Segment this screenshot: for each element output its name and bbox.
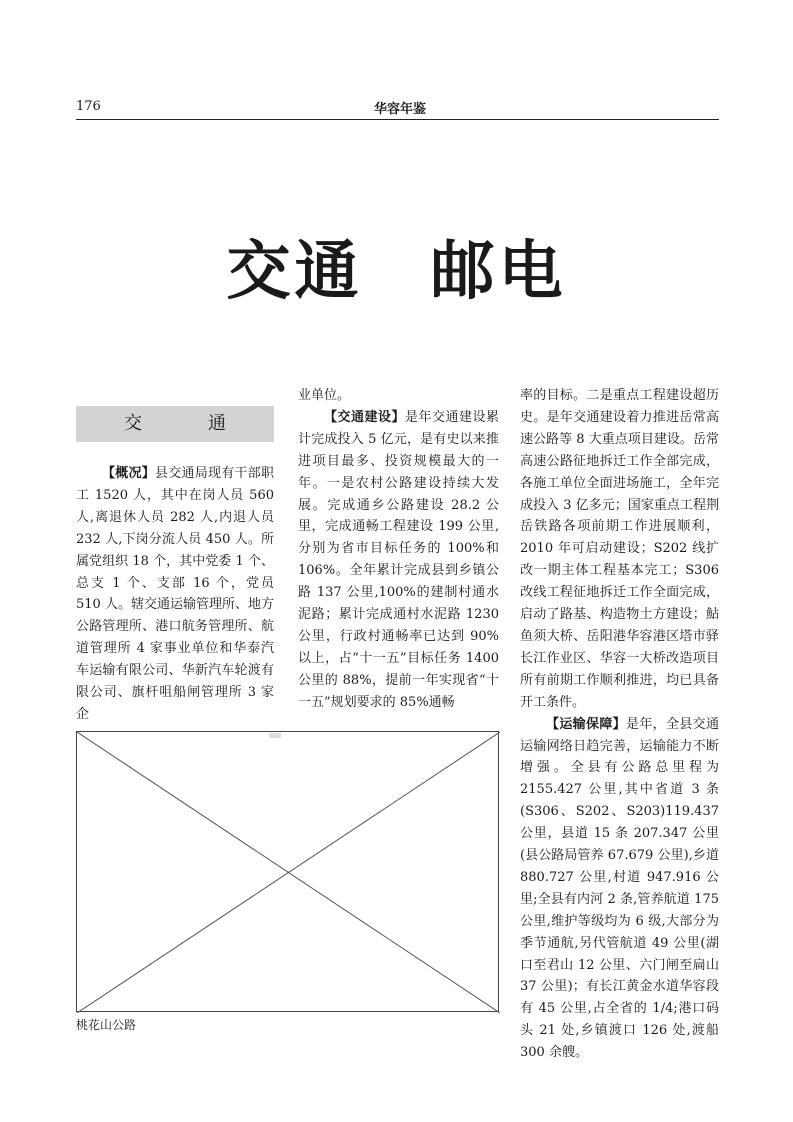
text-column-1 xyxy=(76,463,274,726)
section-banner xyxy=(76,406,274,442)
paragraph-transport xyxy=(520,714,719,1065)
page-number: 176 xyxy=(76,99,101,114)
image-marker xyxy=(269,733,281,738)
paragraph-text: 是年交通建设累计完成投入 5 亿元，是有史以来推进项目最多、投资规模最大的一年。一是农村公路建设持续大发展。完成通乡公路建设 28.2 公里，完成通畅工程建设 199 公里,分别为省市目标任务的 100%和 106%。全年累计完成县到乡镇公路 137 公里,100%的建制村通水泥路；累计完成通村水泥路 1230 公里，行政村通畅率已达到 90%以上，占“十一五”目标任务 1400 公里的 88%，提前一年实现省“十一五”规划要求的 85%通畅 xyxy=(298,409,499,710)
chapter-title: 交通 邮电 xyxy=(226,234,567,309)
paragraph-continuation: 率的目标。二是重点工程建设超历史。是年交通建设着力推进岳常高速公路等 8 大重点项目建设。岳常高速公路征地拆迁工作全部完成，各施工单位全面进场施工，全年完成投入 3 亿多元；国家重点工程荆岳铁路各项前期工作进展顺利，2010 年可启动建设；S202 线扩改一期主体工程基本完工；S306 改线工程征地拆迁工作全面完成，启动了路基、构造物土方建设；鮎鱼须大桥、岳阳港华容港区塔市驿长江作业区、华容一大桥改造项目所有前期工作顺利推进，均已具备开工条件。 xyxy=(520,388,719,710)
paragraph-text: 县交通局现有干部职工 1520 人，其中在岗人员 560 人,离退休人员 282 人,内退人员 232 人,下岗分流人员 450 人。所属党组织 18 个，其中党委 1 个、总支 1 个、支部 16 个，党员 510 人。辖交通运输管理所、地方公路管理所、港口航务管理所、航道管理所 4 家事业单位和华泰汽车运输有限公司、华新汽车轮渡有限公司、旗杆咀船闸管理所 3 家企 xyxy=(76,466,274,722)
placeholder-cross-icon xyxy=(77,732,500,1013)
paragraph-overview xyxy=(76,463,274,726)
text-column-3 xyxy=(520,385,719,1064)
paragraph-continuation: 业单位。 xyxy=(298,388,351,403)
image-placeholder xyxy=(76,731,499,1012)
paragraph-tag: 【运输保障】 xyxy=(546,716,626,732)
section-title: 交 通 xyxy=(124,413,250,434)
text-column-2 xyxy=(298,385,499,714)
header-rule xyxy=(76,119,719,120)
paragraph-tag: 【交通建设】 xyxy=(324,409,405,425)
figure-caption: 桃花山公路 xyxy=(76,1018,137,1032)
running-head-title: 华容年鉴 xyxy=(373,102,426,117)
paragraph-text: 是年，全县交通运输网络日趋完善，运输能力不断增强。全县有公路总里程为 2155.427 公里,其中省道 3 条(S306、S202、S203)119.437 公里，县道 15 条 207.347 公里 (县公路局管养 67.679 公里),乡道 880.727 公里,村道 947.916 公里;全县有内河 2 条,管养航道 175 公里,维护等级均为 6 级,大部分为季节通航,另代管航道 49 公里(湖口至君山 12 公里、六门闸至扁山 37 公里)；有长江黄金水道华容段有 45 公里,占全省的 1/4;港口码头 21 处,乡镇渡口 126 处,渡船 300 余艘。 xyxy=(520,716,719,1061)
paragraph-construction xyxy=(298,407,499,714)
paragraph-tag: 【概况】 xyxy=(102,466,155,481)
